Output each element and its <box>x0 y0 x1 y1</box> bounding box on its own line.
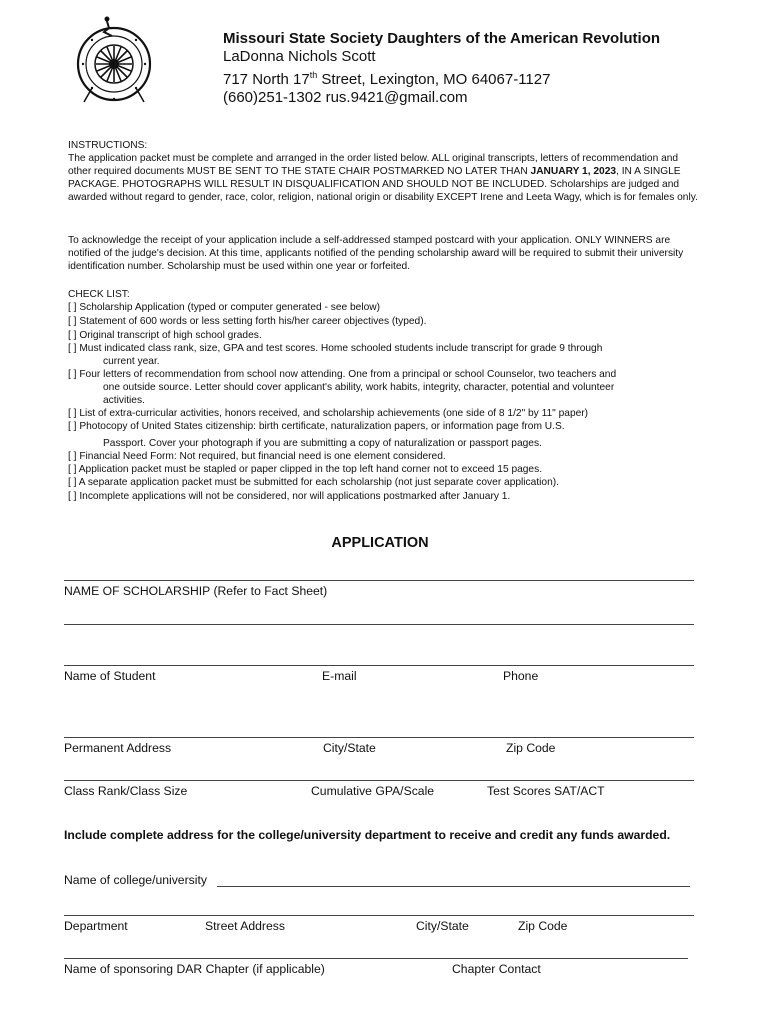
instructions-paragraph-1 <box>68 152 704 204</box>
college-name-label: Name of college/university <box>64 873 207 887</box>
street-address-label: Street Address <box>205 919 285 933</box>
blank-line[interactable] <box>64 624 694 625</box>
checklist-item: [ ] List of extra-curricular activities, honors received, and scholarship achievements (one side of 8 1/2" by 11" paper) <box>68 408 589 419</box>
checklist-item: [ ] Original transcript of high school grades. <box>68 330 262 341</box>
application-title: APPLICATION <box>331 535 429 551</box>
instructions-text: The application packet must be complete and arranged in the order listed below. ALL original transcripts, letters of recommendation and other required documents MUST BE SENT TO THE STATE CHAIR POSTMARKED NO LATER THAN <box>68 153 679 177</box>
checklist-item-cont: activities. <box>103 395 145 406</box>
instructions-paragraph-2: To acknowledge the receipt of your application include a self-addressed stamped postcard with your application. ONLY WINNERS are notified of the judge's decision. At this time, applicants notified of the pending scholarship award will be required to submit their university identification number. Scholarship must be used within one year or forfeited. <box>68 235 684 272</box>
dar-seal-logo <box>66 14 162 110</box>
checklist-item-cont: current year. <box>103 356 160 367</box>
deadline-date: JANUARY 1, 2023 <box>530 166 617 177</box>
chair-street <box>223 66 660 89</box>
department-line[interactable] <box>64 915 694 916</box>
chapter-contact-label: Chapter Contact <box>452 962 541 976</box>
scholarship-name-label: NAME OF SCHOLARSHIP (Refer to Fact Sheet) <box>64 584 328 598</box>
letterhead <box>223 30 660 107</box>
checklist-item-cont: one outside source. Letter should cover applicant's ability, work habits, integrity, character, potential and volunteer <box>103 382 615 393</box>
checklist-item: [ ] Must indicated class rank, size, GPA and test scores. Home schooled students include transcript for grade 9 through <box>68 343 603 354</box>
chapter-line[interactable] <box>64 958 688 959</box>
address-line[interactable] <box>64 737 694 738</box>
sponsoring-chapter-label: Name of sponsoring DAR Chapter (if applicable) <box>64 962 325 976</box>
zip-code-label: Zip Code <box>506 741 556 755</box>
college-address-note: Include complete address for the college/university department to receive and credit any funds awarded. <box>64 828 671 842</box>
college-city-state-label: City/State <box>416 919 469 933</box>
organization-title: Missouri State Society Daughters of the American Revolution <box>223 30 661 47</box>
street-suffix: th <box>309 70 318 80</box>
checklist-item: [ ] Application packet must be stapled or paper clipped in the top left hand corner not to exceed 15 pages. <box>68 464 543 475</box>
department-label: Department <box>64 919 128 933</box>
instructions-text-cont: , IN A SINGLE PACKAGE. PHOTOGRAPHS WILL RESULT IN DISQUALIFICATION AND SHOULD NOT BE INCLUDED. Scholarships are judged and awarded without regard to gender, race, color, religion, national origin or disability EXCEPT Irene and Leeta Wagy, which is for females only. <box>68 166 698 203</box>
college-name-line[interactable] <box>217 886 690 887</box>
checklist-item: [ ] Statement of 600 words or less setting forth his/her career objectives (typed). <box>68 316 427 327</box>
email-label: E-mail <box>322 669 357 683</box>
instructions-heading: INSTRUCTIONS: <box>68 140 148 151</box>
checklist-item: [ ] Financial Need Form: Not required, but financial need is one element considered. <box>68 451 446 462</box>
chair-name: LaDonna Nichols Scott <box>223 48 376 65</box>
student-info-line[interactable] <box>64 665 694 666</box>
class-rank-label: Class Rank/Class Size <box>64 784 188 798</box>
city-state-label: City/State <box>323 741 376 755</box>
gpa-label: Cumulative GPA/Scale <box>311 784 435 798</box>
checklist-item-cont: Passport. Cover your photograph if you are submitting a copy of naturalization or passport pages. <box>103 438 542 449</box>
chair-contact: (660)251-1302 rus.9421@gmail.com <box>223 89 468 106</box>
checklist-item: [ ] Scholarship Application (typed or computer generated - see below) <box>68 302 381 313</box>
scholarship-name-line[interactable] <box>64 580 694 581</box>
street-rest: Street, Lexington, MO 64067-1127 <box>317 71 551 88</box>
checklist-item: [ ] Incomplete applications will not be considered, nor will applications postmarked after January 1. <box>68 491 511 502</box>
permanent-address-label: Permanent Address <box>64 741 172 755</box>
checklist-item: [ ] Four letters of recommendation from school now attending. One from a principal or school Counselor, two teachers and <box>68 369 617 380</box>
checklist-item: [ ] A separate application packet must be submitted for each scholarship (not just separate cover application). <box>68 477 559 488</box>
test-scores-label: Test Scores SAT/ACT <box>487 784 605 798</box>
checklist-item: [ ] Photocopy of United States citizenship: birth certificate, naturalization papers, or information page from U.S. <box>68 421 565 432</box>
student-name-label: Name of Student <box>64 669 156 683</box>
instructions-section <box>68 139 704 204</box>
college-zip-label: Zip Code <box>518 919 568 933</box>
street-number: 717 North 17 <box>223 71 310 88</box>
checklist-heading: CHECK LIST: <box>68 289 130 300</box>
phone-label: Phone <box>503 669 539 683</box>
academic-line[interactable] <box>64 780 694 781</box>
